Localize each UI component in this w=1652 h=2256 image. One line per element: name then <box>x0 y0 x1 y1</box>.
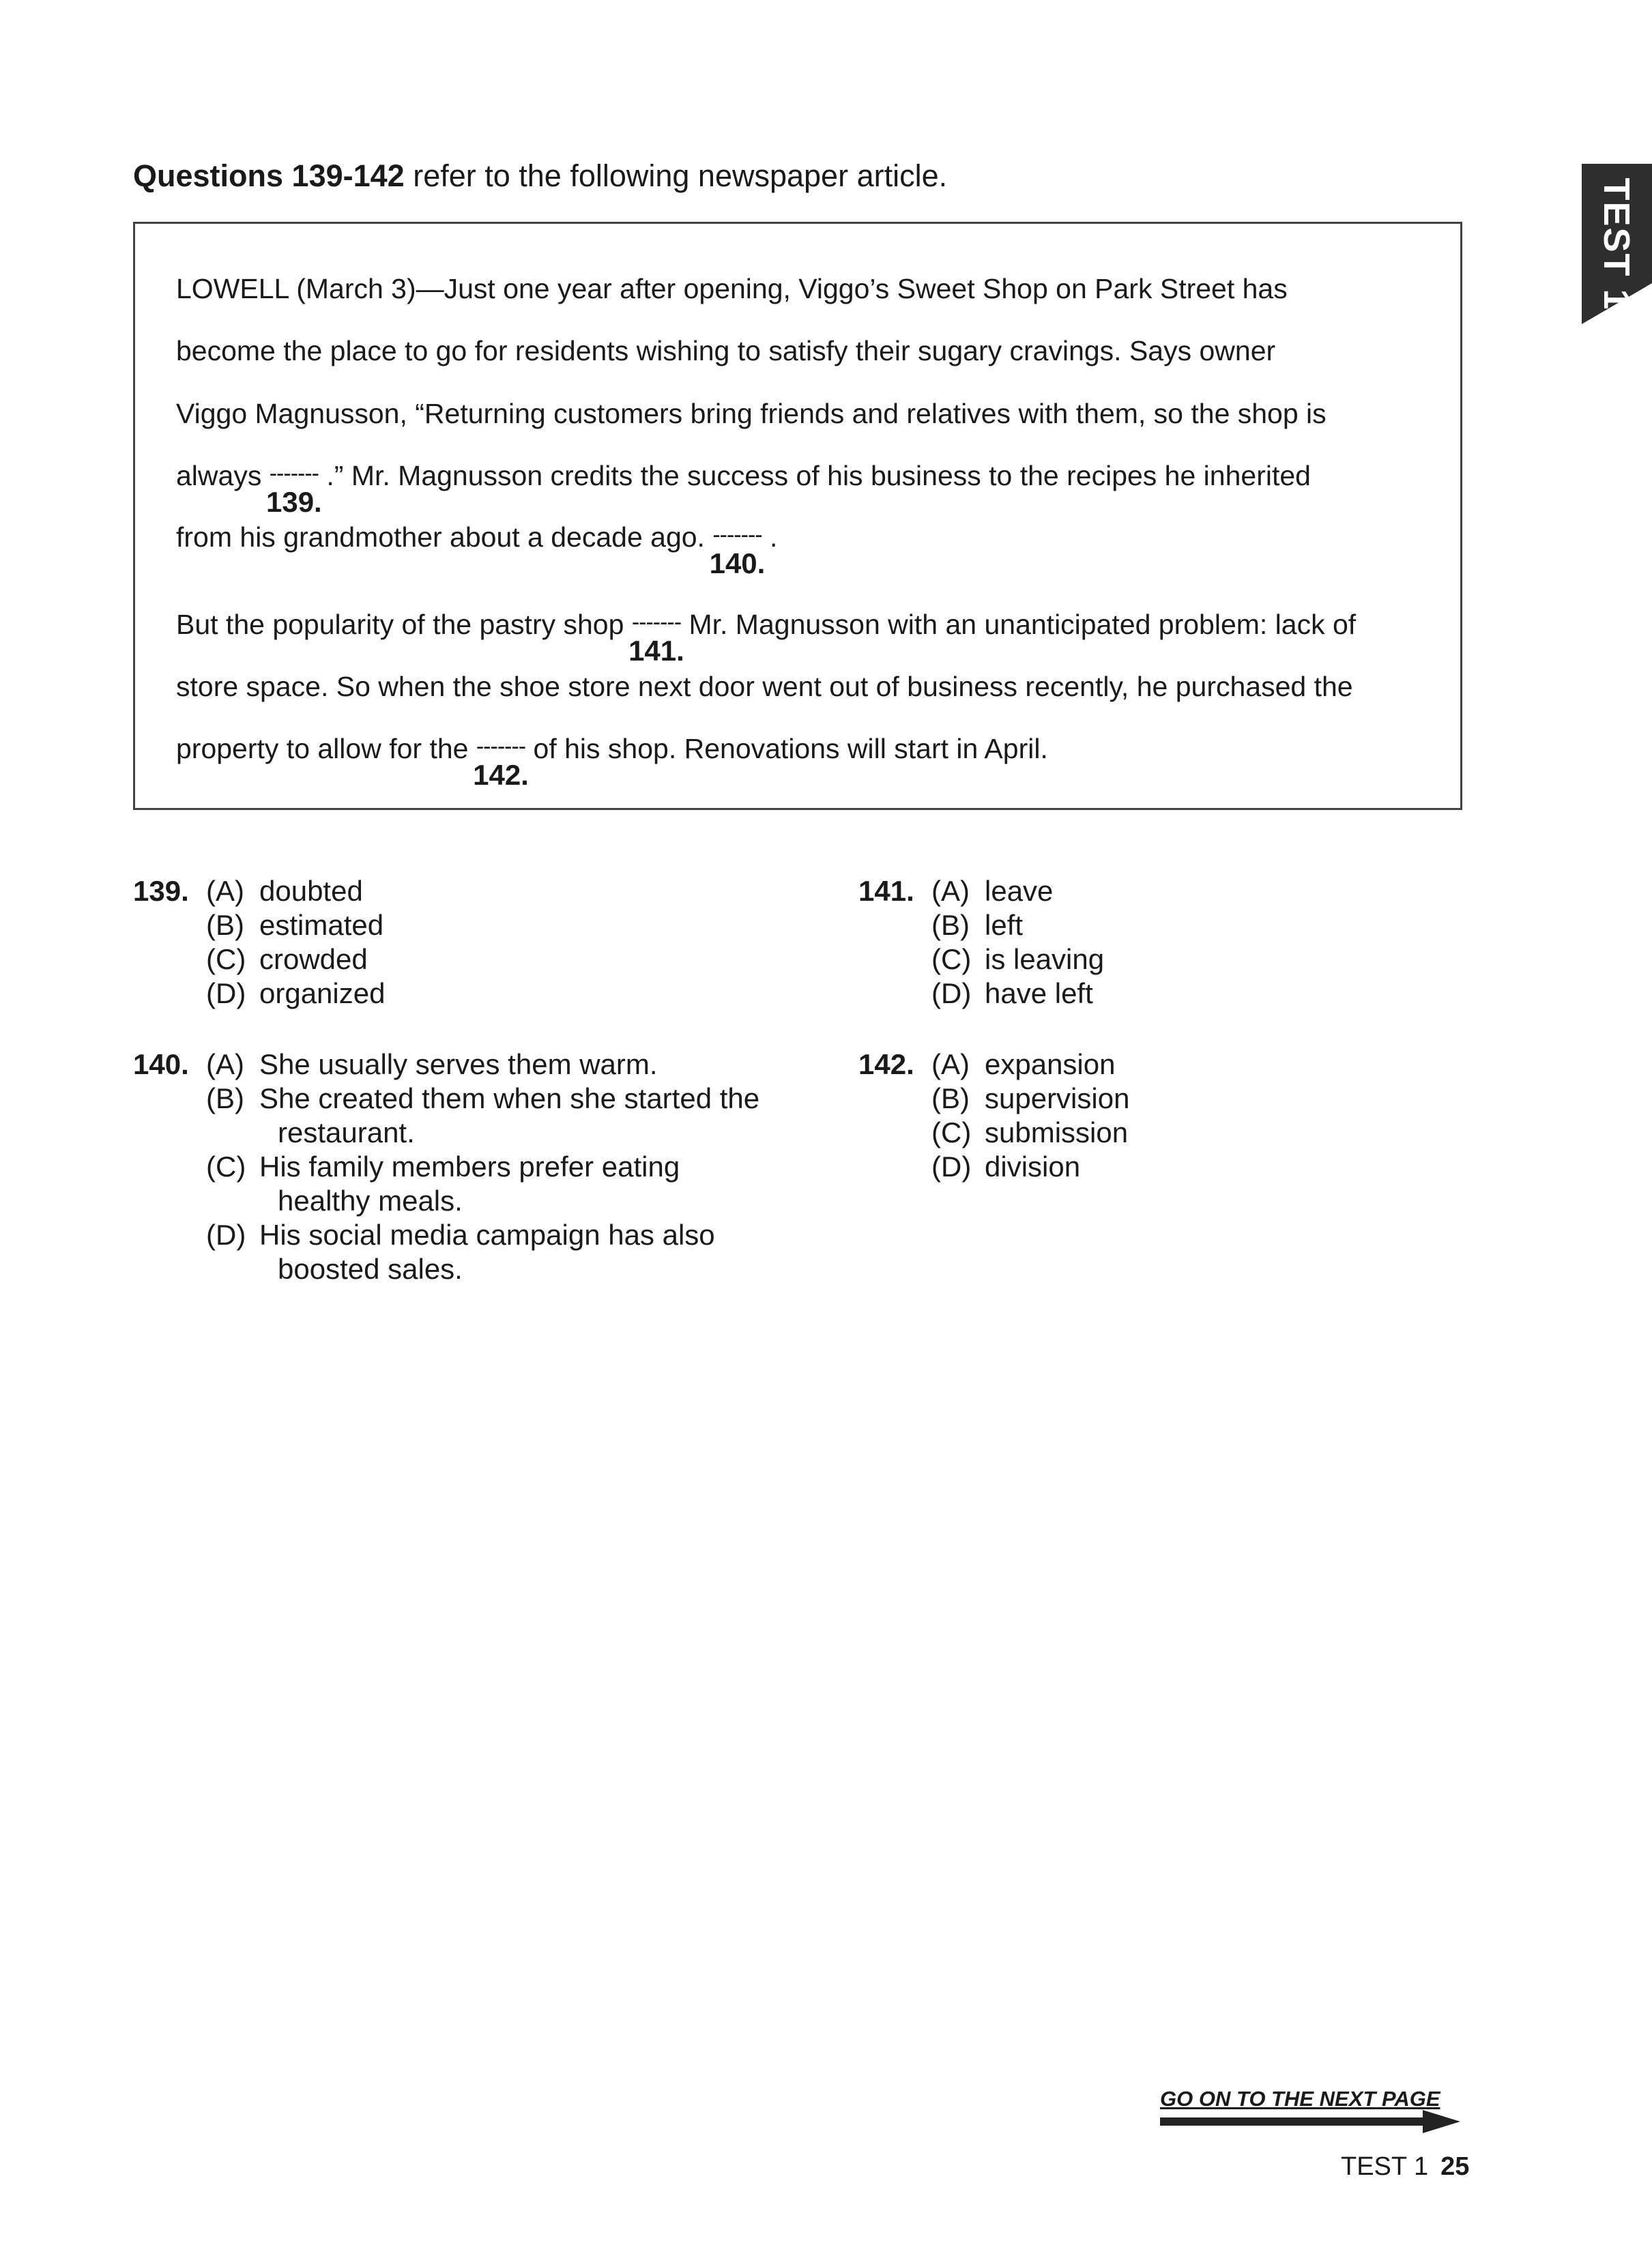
arrow-right-icon <box>1423 2110 1460 2133</box>
option-text: estimated <box>259 909 384 941</box>
blank-142 <box>473 733 529 791</box>
article-line: store space. So when the shoe store next door went out of business recently, he purchased the <box>176 671 1353 702</box>
option-text: She usually serves them warm. <box>259 1048 658 1080</box>
article-line <box>176 521 778 579</box>
option-139-d[interactable] <box>206 977 385 1010</box>
option-text: submission <box>985 1116 1129 1148</box>
blank-dash: ------- <box>476 734 526 760</box>
option-label: (A) <box>206 875 244 907</box>
next-page-label: GO ON TO THE NEXT PAGE <box>1160 2087 1440 2111</box>
blank-number: 139. <box>265 486 322 518</box>
article-line <box>176 609 1357 667</box>
question-number: 139. <box>133 875 189 907</box>
option-text: She created them when she started the <box>259 1082 760 1114</box>
option-139-a[interactable] <box>206 875 363 908</box>
article-line: Viggo Magnusson, “Returning customers bring friends and relatives with them, so the shop is <box>176 398 1327 429</box>
questions-intro <box>133 158 947 194</box>
blank-number: 142. <box>473 759 529 791</box>
option-139-b[interactable] <box>206 909 383 942</box>
option-142-d[interactable] <box>931 1151 1080 1183</box>
option-label: (D) <box>206 977 246 1009</box>
article-line: become the place to go for residents wishing to satisfy their sugary cravings. Says owner <box>176 335 1276 366</box>
option-label: (D) <box>931 1151 972 1183</box>
option-text: His family members prefer eating <box>259 1151 680 1183</box>
option-label: (C) <box>206 943 246 975</box>
option-text: expansion <box>985 1048 1116 1080</box>
blank-number: 141. <box>628 635 684 667</box>
option-text-continued: boosted sales. <box>278 1253 463 1285</box>
option-label: (B) <box>206 1082 244 1114</box>
option-label: (C) <box>206 1151 246 1183</box>
article-text: always <box>176 460 262 491</box>
question-142 <box>858 1048 914 1081</box>
option-141-c[interactable] <box>931 943 1104 976</box>
question-140 <box>133 1048 189 1081</box>
option-142-b[interactable] <box>931 1082 1129 1115</box>
article-box <box>133 222 1462 810</box>
option-label: (D) <box>931 977 972 1009</box>
option-label: (D) <box>206 1219 246 1251</box>
page-footer <box>1341 2152 1469 2182</box>
blank-number: 140. <box>709 547 766 579</box>
option-text: is leaving <box>985 943 1105 975</box>
blank-141 <box>628 609 684 667</box>
option-142-a[interactable] <box>931 1048 1115 1081</box>
blank-dash: ------- <box>269 461 319 487</box>
option-141-b[interactable] <box>931 909 1023 942</box>
article-text: property to allow for the <box>176 733 469 764</box>
question-number: 140. <box>133 1048 189 1080</box>
side-tab-corner <box>1582 283 1652 324</box>
option-label: (A) <box>931 875 970 907</box>
article-line <box>176 460 1311 518</box>
article-text: Mr. Magnusson with an unanticipated problem: lack of <box>689 609 1357 640</box>
questions-instruction: refer to the following newspaper article. <box>413 158 948 193</box>
article-text: . <box>770 521 778 553</box>
test-side-tab <box>1582 164 1652 324</box>
blank-140 <box>709 521 766 579</box>
option-label: (C) <box>931 943 972 975</box>
option-label: (B) <box>931 1082 970 1114</box>
option-text-continued: healthy meals. <box>278 1185 463 1217</box>
question-139 <box>133 875 189 908</box>
option-text: leave <box>985 875 1054 907</box>
question-number: 141. <box>858 875 914 907</box>
option-text: His social media campaign has also <box>259 1219 715 1251</box>
side-tab-label: TEST 1 <box>1596 177 1637 311</box>
next-page-indicator <box>1160 2087 1467 2128</box>
option-140-d[interactable] <box>206 1219 715 1252</box>
option-140-a[interactable] <box>206 1048 658 1081</box>
option-140-c[interactable] <box>206 1151 680 1183</box>
blank-dash: ------- <box>712 522 762 548</box>
option-label: (B) <box>931 909 970 941</box>
option-text: have left <box>985 977 1093 1009</box>
option-label: (A) <box>206 1048 244 1080</box>
blank-dash: ------- <box>631 609 682 635</box>
option-140-b[interactable] <box>206 1082 759 1115</box>
option-142-c[interactable] <box>931 1116 1128 1149</box>
option-text-continued: restaurant. <box>278 1116 415 1148</box>
article-text: But the popularity of the pastry shop <box>176 609 624 640</box>
article-line <box>176 733 1048 791</box>
option-141-d[interactable] <box>931 977 1093 1010</box>
option-label: (A) <box>931 1048 970 1080</box>
article-text: .” Mr. Magnusson credits the success of his business to the recipes he inherited <box>326 460 1311 491</box>
option-label: (B) <box>206 909 244 941</box>
option-text: division <box>985 1151 1081 1183</box>
question-number: 142. <box>858 1048 914 1080</box>
option-text: supervision <box>985 1082 1130 1114</box>
option-text: crowded <box>259 943 368 975</box>
questions-range: Questions 139-142 <box>133 158 405 193</box>
article-text: of his shop. Renovations will start in April. <box>533 733 1048 764</box>
option-text: doubted <box>259 875 363 907</box>
next-page-bar <box>1160 2117 1426 2126</box>
blank-139 <box>265 460 322 518</box>
question-141 <box>858 875 914 908</box>
option-text: left <box>985 909 1024 941</box>
option-text: organized <box>259 977 386 1009</box>
option-141-a[interactable] <box>931 875 1053 908</box>
test-label: TEST 1 <box>1341 2152 1429 2181</box>
option-label: (C) <box>931 1116 972 1148</box>
article-text: from his grandmother about a decade ago. <box>176 521 705 553</box>
option-139-c[interactable] <box>206 943 368 976</box>
page-number: 25 <box>1440 2152 1470 2181</box>
article-line: LOWELL (March 3)—Just one year after opening, Viggo’s Sweet Shop on Park Street has <box>176 273 1288 304</box>
